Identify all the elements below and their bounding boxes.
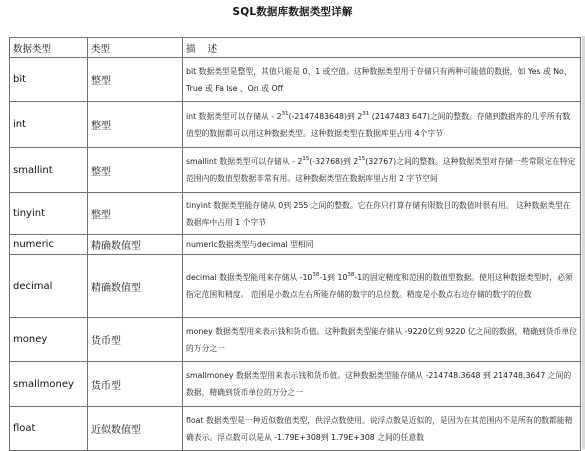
- row-type: 精确数值型: [88, 255, 183, 318]
- table-row: [10, 407, 581, 451]
- header-type: 类型: [88, 38, 183, 58]
- row-description: smallmoney 数据类型用来表示钱和货币值。这种数据类型能存储从 -214748.3648 到 214748.3647 之间的数据，精确到货币单位的万分之一: [183, 362, 581, 407]
- table-row: [10, 148, 581, 193]
- row-description: decimal 数据类型能用来存储从 $-10^{38}-1$到 $10^{38}-1$的固定精度和范围的数值型数据。使用这种数据类型时，必须指定范围和精度。 范围是小数点左右所能存储的数字的总位数。精度是小数点右边存储的数字的位数: [183, 255, 581, 318]
- row-description: money 数据类型用来表示钱和货币值。这种数据类型能存储从 -9220亿到 9220 亿之间的数据，精确到货币单位的万分之一: [183, 318, 581, 362]
- row-name: money: [10, 318, 88, 362]
- table-row: [10, 102, 581, 148]
- row-type: 近似数值型: [88, 407, 183, 451]
- row-name: numeric: [10, 235, 88, 255]
- data-types-table: [9, 37, 581, 451]
- header-description: 描 述: [183, 38, 581, 58]
- row-description: bit 数据类型是整型，其值只能是 0、1 或空值。这种数据类型用于存储只有两种可能值的数据，如 Yes 或 No、True 或 Fa lse 、On 或 Off: [183, 58, 581, 102]
- header-data-type: 数据类型: [10, 38, 88, 58]
- row-description: tinyint 数据类型能存储从 0到 255 之间的整数。它在你只打算存储有限数目的数值时很有用。 这种数据类型在数据库中占用 1 个字节: [183, 193, 581, 235]
- row-name: tinyint: [10, 193, 88, 235]
- row-name: smallint: [10, 148, 88, 193]
- row-type: 整型: [88, 58, 183, 102]
- row-name: int: [10, 102, 88, 148]
- row-type: 货币型: [88, 362, 183, 407]
- row-name: decimal: [10, 255, 88, 318]
- row-type: 货币型: [88, 318, 183, 362]
- row-description: smallint 数据类型可以存储从 - $2^{15}(-32768)$到 $2^{15}(32767)$之间的整数。这种数据类型对存储一些常限定在特定范围内的数值型数据非常有用。这种数据类型在数据库里占用 2 字节空间: [183, 148, 581, 193]
- row-name: bit: [10, 58, 88, 102]
- table-row: [10, 193, 581, 235]
- row-description: numeric数据类型与decimal 型相同: [183, 235, 581, 255]
- row-type: 整型: [88, 148, 183, 193]
- table-row: [10, 58, 581, 102]
- table-row: [10, 255, 581, 318]
- row-name: float: [10, 407, 88, 451]
- table-header-row: [10, 38, 581, 58]
- row-name: smallmoney: [10, 362, 88, 407]
- table-row: [10, 235, 581, 255]
- row-type: 整型: [88, 102, 183, 148]
- row-type: 精确数值型: [88, 235, 183, 255]
- row-type: 整型: [88, 193, 183, 235]
- row-description: int 数据类型可以存储从 - $2^{31}(-2147483648)$到 $2^{31}$ (2147483 647)之间的整数。存储到数据库的几乎所有数值型的数据都可以用这种数据类型。这种数据类型在数据库里占用 4个字节: [183, 102, 581, 148]
- page-title: SQL数据库数据类型详解: [232, 6, 353, 18]
- table-row: [10, 318, 581, 362]
- row-description: float 数据类型是一种近似数值类型，供浮点数使用。说浮点数是近似的，是因为在其范围内不是所有的数都能精确表示。浮点数可以是从 -1.79E+308到 1.79E+308 之间的任意数: [183, 407, 581, 451]
- table-row: [10, 362, 581, 407]
